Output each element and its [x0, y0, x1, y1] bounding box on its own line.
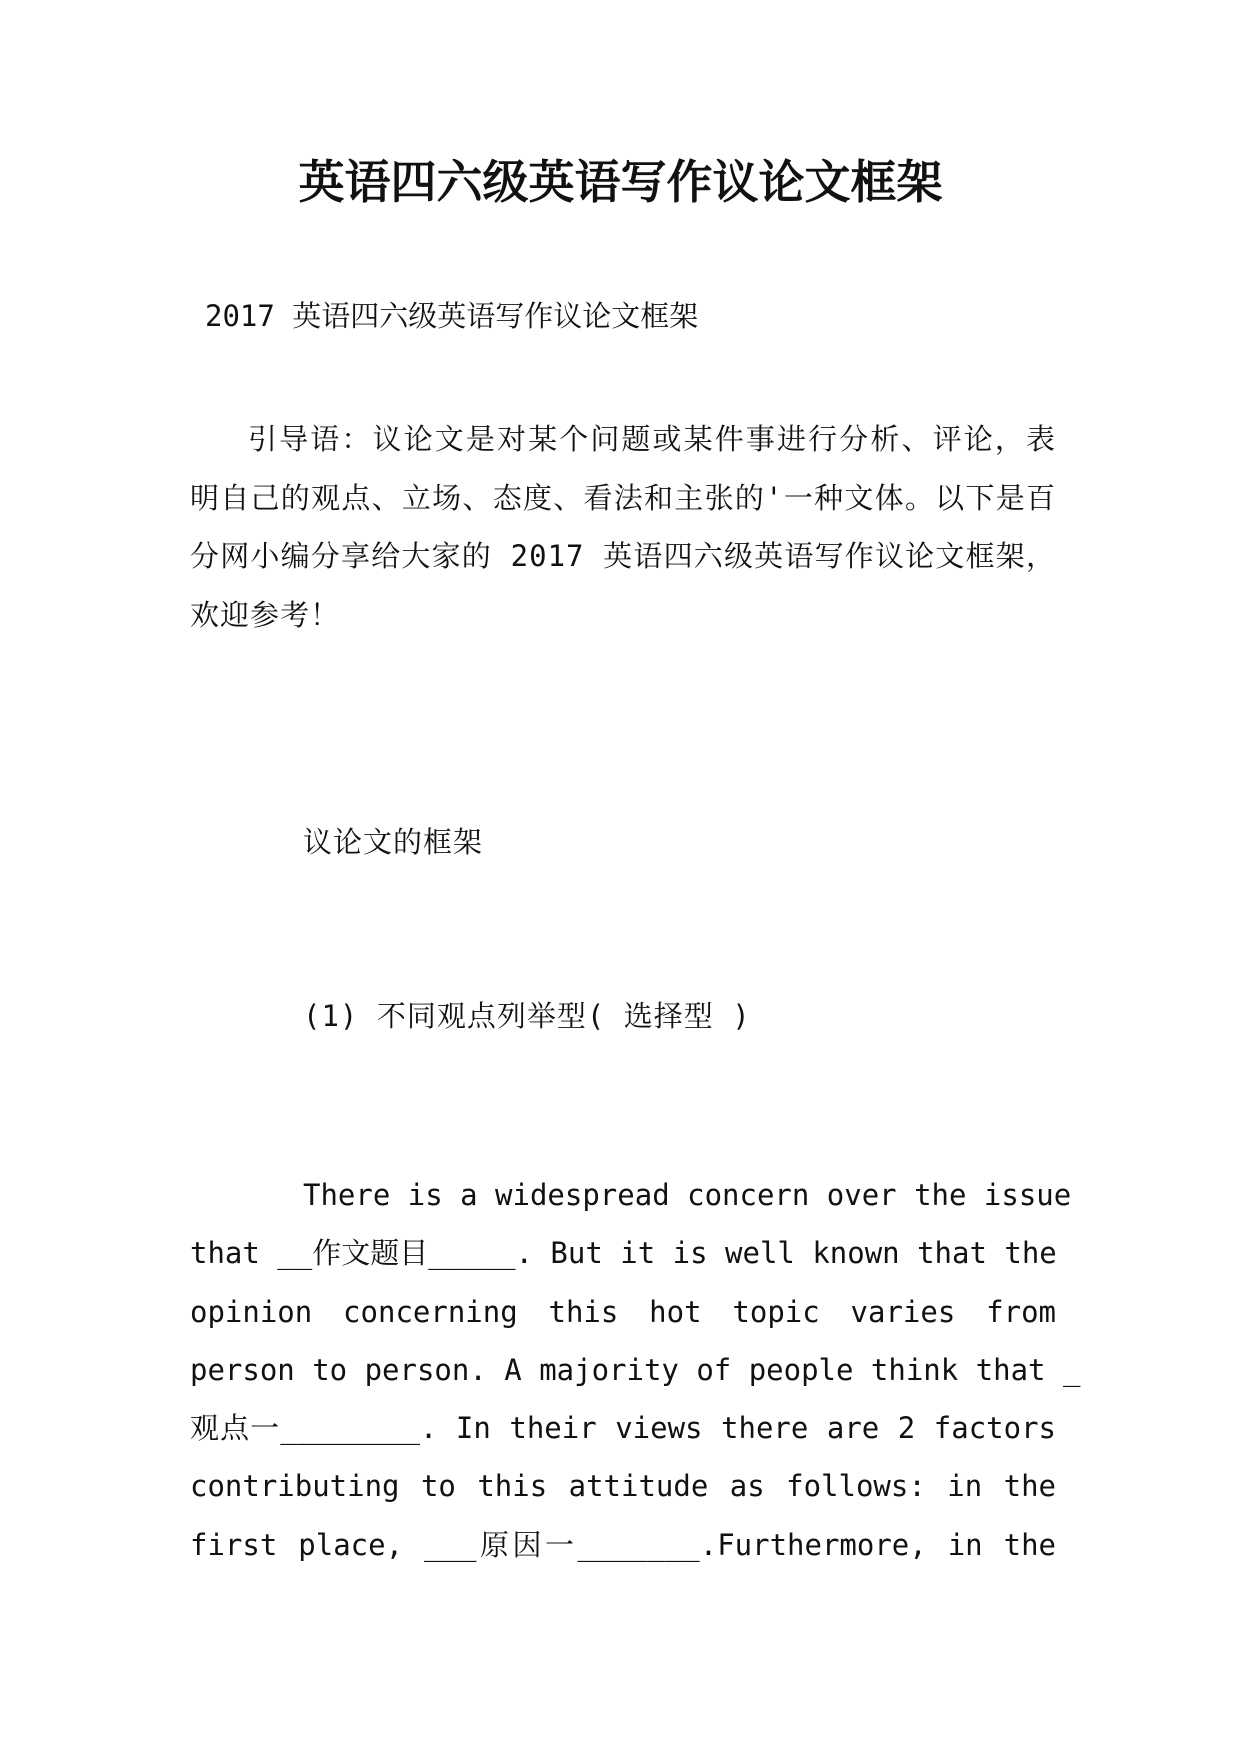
template-line: first place, ___原因一_______.Furthermore, in the: [190, 1527, 1056, 1562]
template-line: There is a widespread concern over the issue: [303, 1178, 1072, 1212]
document-subtitle: 2017 英语四六级英语写作议论文框架: [205, 299, 699, 333]
template-line: opinion concerning this hot topic varies from: [190, 1294, 1056, 1329]
section-heading-frame: 议论文的框架: [303, 825, 484, 859]
template-line: that __作文题目_____. But it is well known that the: [190, 1236, 1057, 1271]
document-title: 英语四六级英语写作议论文框架: [298, 155, 943, 209]
template-line: person to person. A majority of people think that _: [190, 1352, 1081, 1387]
template-line: 观点一________. In their views there are 2 factors: [190, 1411, 1056, 1446]
section-heading-type: (1) 不同观点列举型( 选择型 ): [303, 999, 751, 1033]
intro-paragraph: 引导语：议论文是对某个问题或某件事进行分析、评论，表明自己的观点、立场、态度、看法和主张的'一种文体。以下是百分网小编分享给大家的 2017 英语四六级英语写作议论文框架，欢迎参考！: [190, 422, 1056, 632]
template-paragraph: [190, 1166, 1081, 1574]
template-line: contributing to this attitude as follows: in the: [190, 1469, 1056, 1504]
